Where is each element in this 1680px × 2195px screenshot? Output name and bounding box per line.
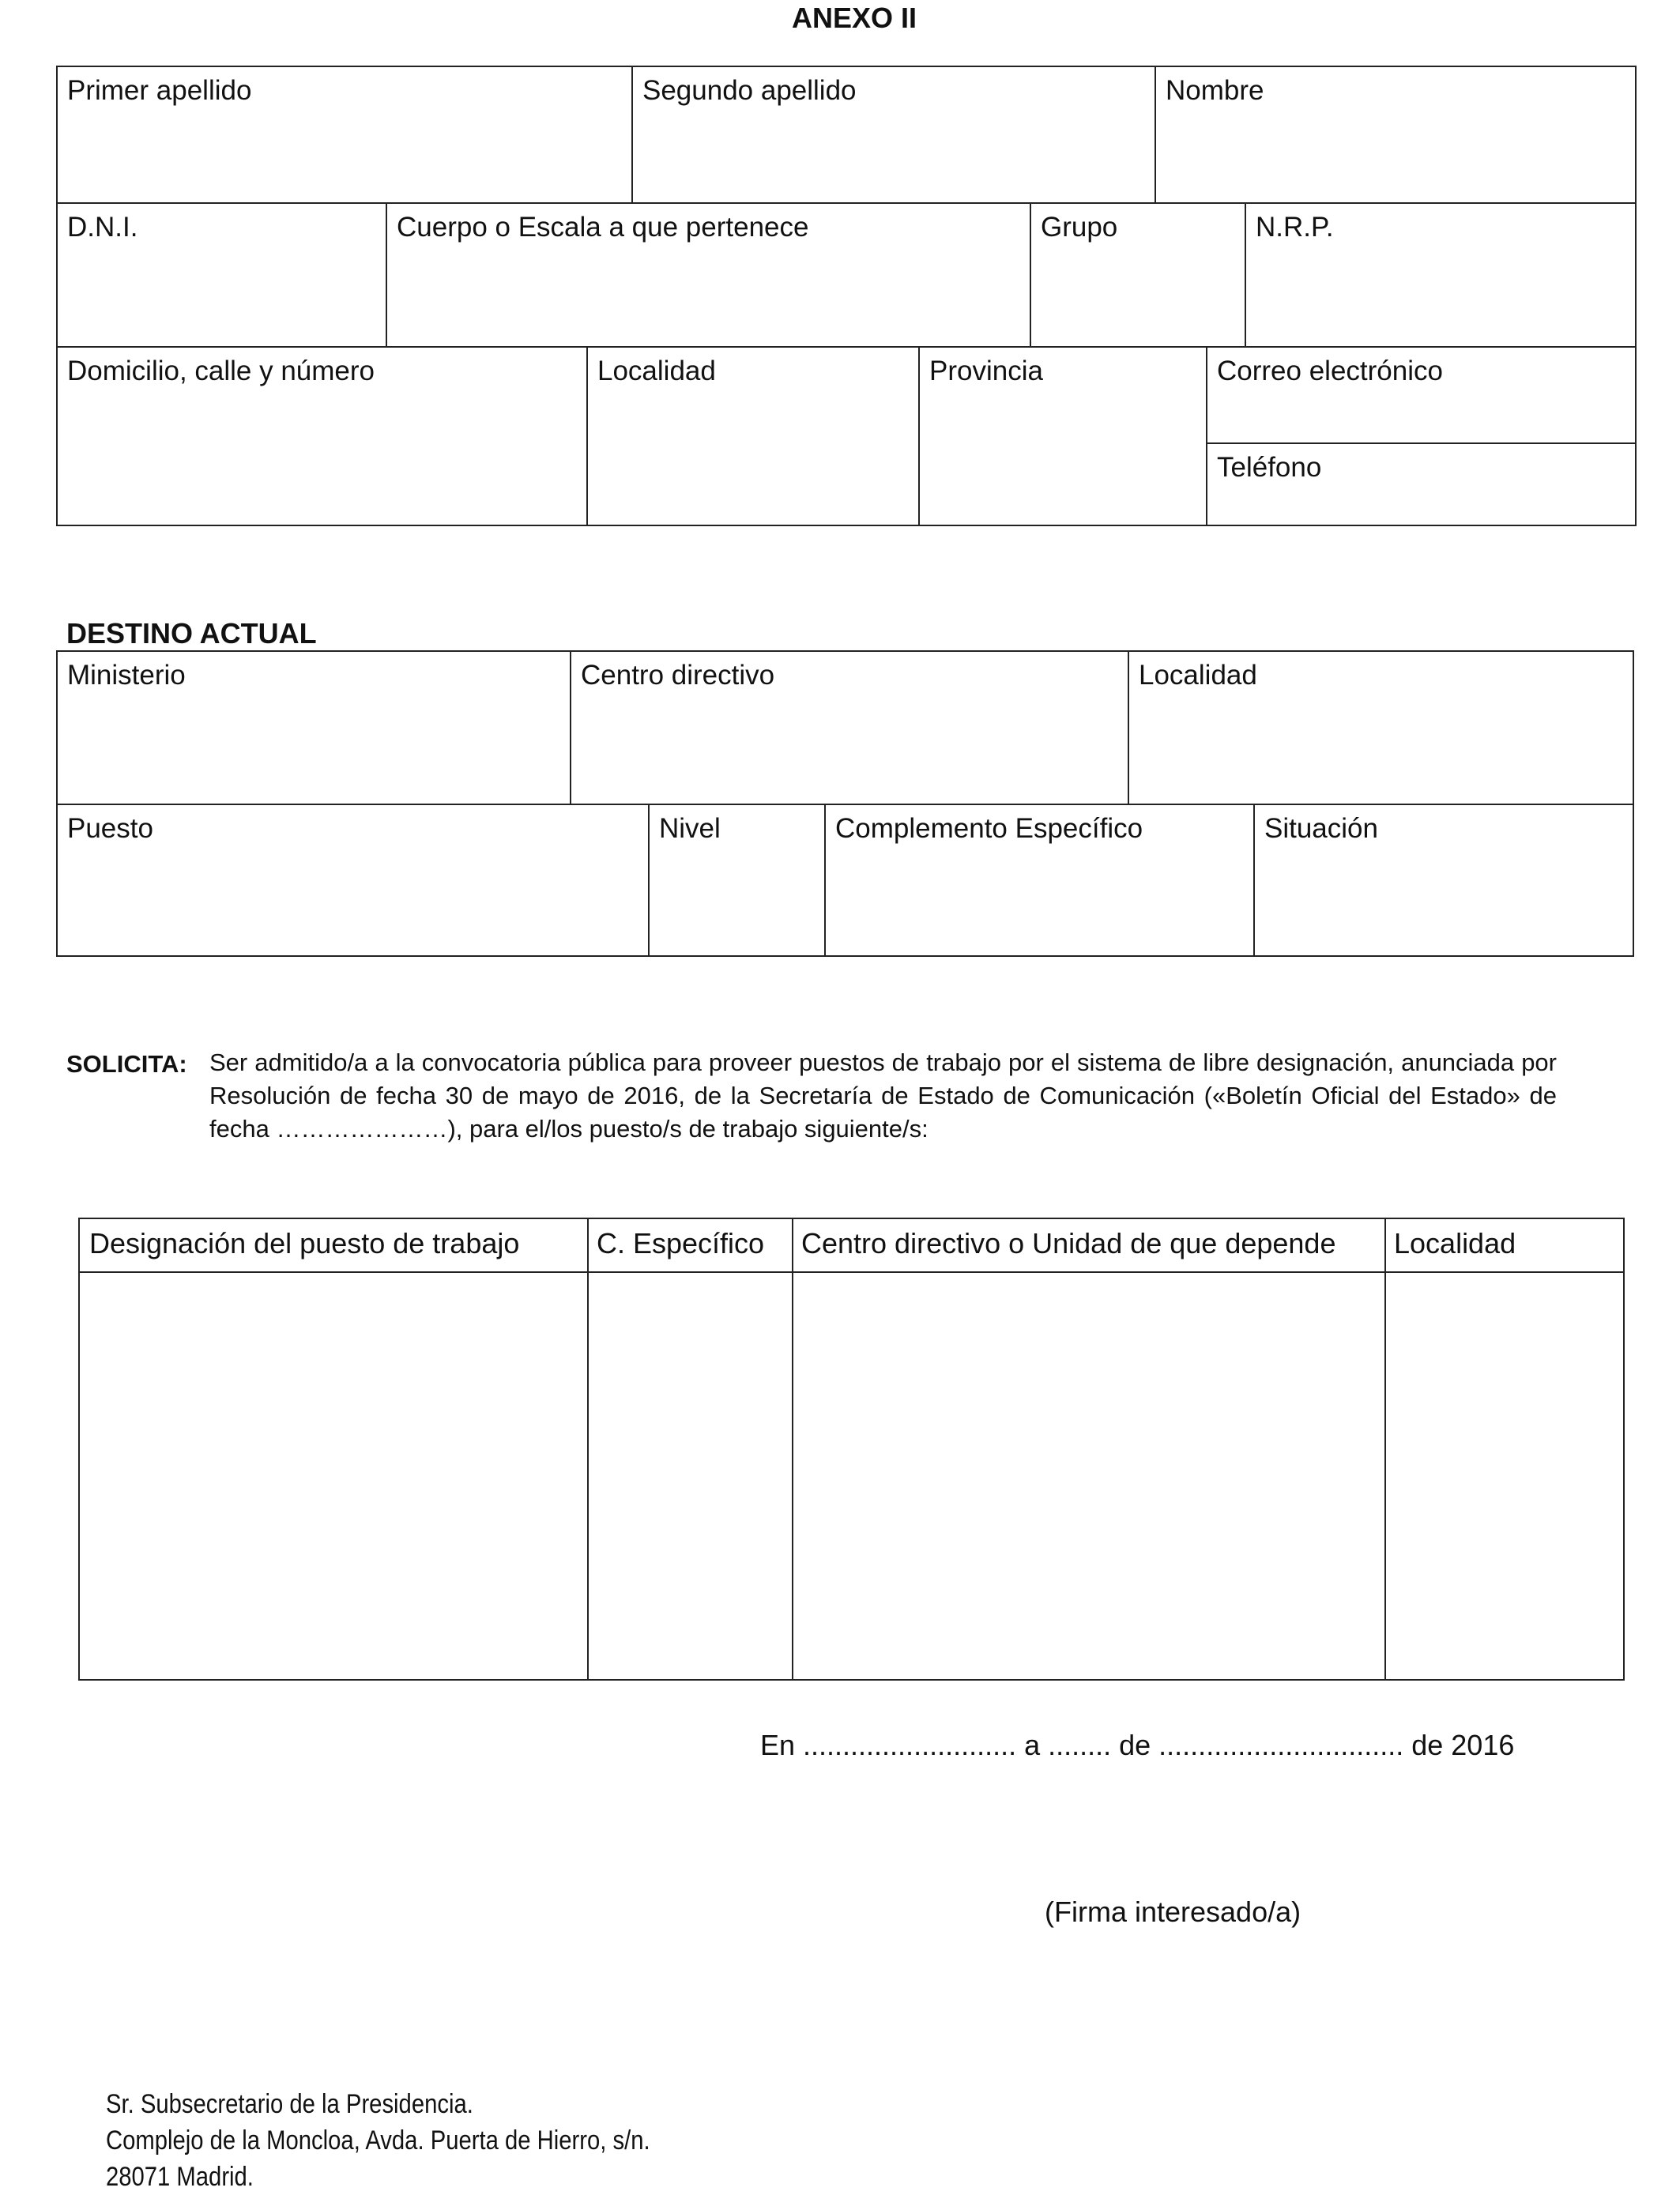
header-c-especifico: C. Específico bbox=[597, 1227, 765, 1259]
puestos-table bbox=[78, 1218, 1625, 1681]
field-cuerpo[interactable] bbox=[386, 202, 1031, 348]
field-grupo[interactable] bbox=[1030, 202, 1246, 348]
destino-heading: DESTINO ACTUAL bbox=[66, 617, 317, 649]
puesto-label: Puesto bbox=[67, 813, 153, 844]
field-nrp[interactable] bbox=[1245, 202, 1637, 348]
solicita-text: Ser admitido/a a la convocatoria pública para proveer puestos de trabajo por el sistema de libre designación, anunciada por Resolución de fecha 30 de mayo de 2016, de la Secretaría de Estado de Comunicación («Boletín Oficial del Estado» de fecha …………………), para el/los puesto/s de trabajo siguiente/s: bbox=[209, 1049, 1557, 1143]
destino-localidad-label: Localidad bbox=[1139, 660, 1257, 691]
address-block bbox=[106, 2086, 650, 2195]
field-nombre[interactable] bbox=[1155, 66, 1637, 204]
nrp-label: N.R.P. bbox=[1256, 212, 1334, 243]
header-designacion: Designación del puesto de trabajo bbox=[89, 1227, 520, 1259]
field-centro-directivo[interactable] bbox=[570, 650, 1129, 805]
col-localidad[interactable] bbox=[1384, 1218, 1625, 1681]
table-header-divider bbox=[78, 1271, 1625, 1273]
fecha-line: En ........................... a ........ de ............................... de 2016 bbox=[760, 1729, 1515, 1761]
field-domicilio[interactable] bbox=[56, 346, 588, 526]
field-puesto[interactable] bbox=[56, 804, 650, 957]
header-localidad: Localidad bbox=[1394, 1227, 1516, 1259]
col-c-especifico[interactable] bbox=[587, 1218, 793, 1681]
col-centro-directivo[interactable] bbox=[792, 1218, 1386, 1681]
situacion-label: Situación bbox=[1264, 813, 1378, 844]
field-telefono[interactable] bbox=[1206, 442, 1637, 526]
field-primer-apellido[interactable] bbox=[56, 66, 633, 204]
dni-label: D.N.I. bbox=[67, 212, 138, 243]
field-situacion[interactable] bbox=[1253, 804, 1634, 957]
cuerpo-label: Cuerpo o Escala a que pertenece bbox=[397, 212, 809, 243]
field-complemento[interactable] bbox=[824, 804, 1255, 957]
field-destino-localidad[interactable] bbox=[1128, 650, 1634, 805]
field-correo[interactable] bbox=[1206, 346, 1637, 444]
localidad-label: Localidad bbox=[597, 356, 716, 386]
field-ministerio[interactable] bbox=[56, 650, 571, 805]
address-line-1: Sr. Subsecretario de la Presidencia. bbox=[106, 2089, 473, 2119]
primer-apellido-label: Primer apellido bbox=[67, 75, 252, 106]
segundo-apellido-label: Segundo apellido bbox=[642, 75, 857, 106]
ministerio-label: Ministerio bbox=[67, 660, 186, 691]
destino-form bbox=[56, 650, 1634, 957]
field-segundo-apellido[interactable] bbox=[631, 66, 1156, 204]
address-line-2: Complejo de la Moncloa, Avda. Puerta de Hierro, s/n. bbox=[106, 2125, 650, 2155]
field-provincia[interactable] bbox=[918, 346, 1207, 526]
domicilio-label: Domicilio, calle y número bbox=[67, 356, 375, 386]
nivel-label: Nivel bbox=[659, 813, 721, 844]
provincia-label: Provincia bbox=[929, 356, 1043, 386]
nombre-label: Nombre bbox=[1166, 75, 1264, 106]
page-title: ANEXO II bbox=[791, 2, 917, 34]
complemento-label: Complemento Específico bbox=[835, 813, 1143, 844]
centro-directivo-label: Centro directivo bbox=[581, 660, 775, 691]
correo-label: Correo electrónico bbox=[1217, 356, 1443, 386]
field-localidad[interactable] bbox=[586, 346, 920, 526]
field-dni[interactable] bbox=[56, 202, 387, 348]
solicita-label: SOLICITA: bbox=[66, 1050, 187, 1078]
firma-label: (Firma interesado/a) bbox=[1045, 1896, 1301, 1928]
grupo-label: Grupo bbox=[1041, 212, 1118, 243]
address-line-3: 28071 Madrid. bbox=[106, 2162, 254, 2192]
personal-data-form bbox=[56, 66, 1637, 526]
col-designacion[interactable] bbox=[78, 1218, 589, 1681]
field-nivel[interactable] bbox=[648, 804, 826, 957]
header-centro-directivo: Centro directivo o Unidad de que depende bbox=[801, 1227, 1336, 1259]
telefono-label: Teléfono bbox=[1217, 452, 1322, 483]
